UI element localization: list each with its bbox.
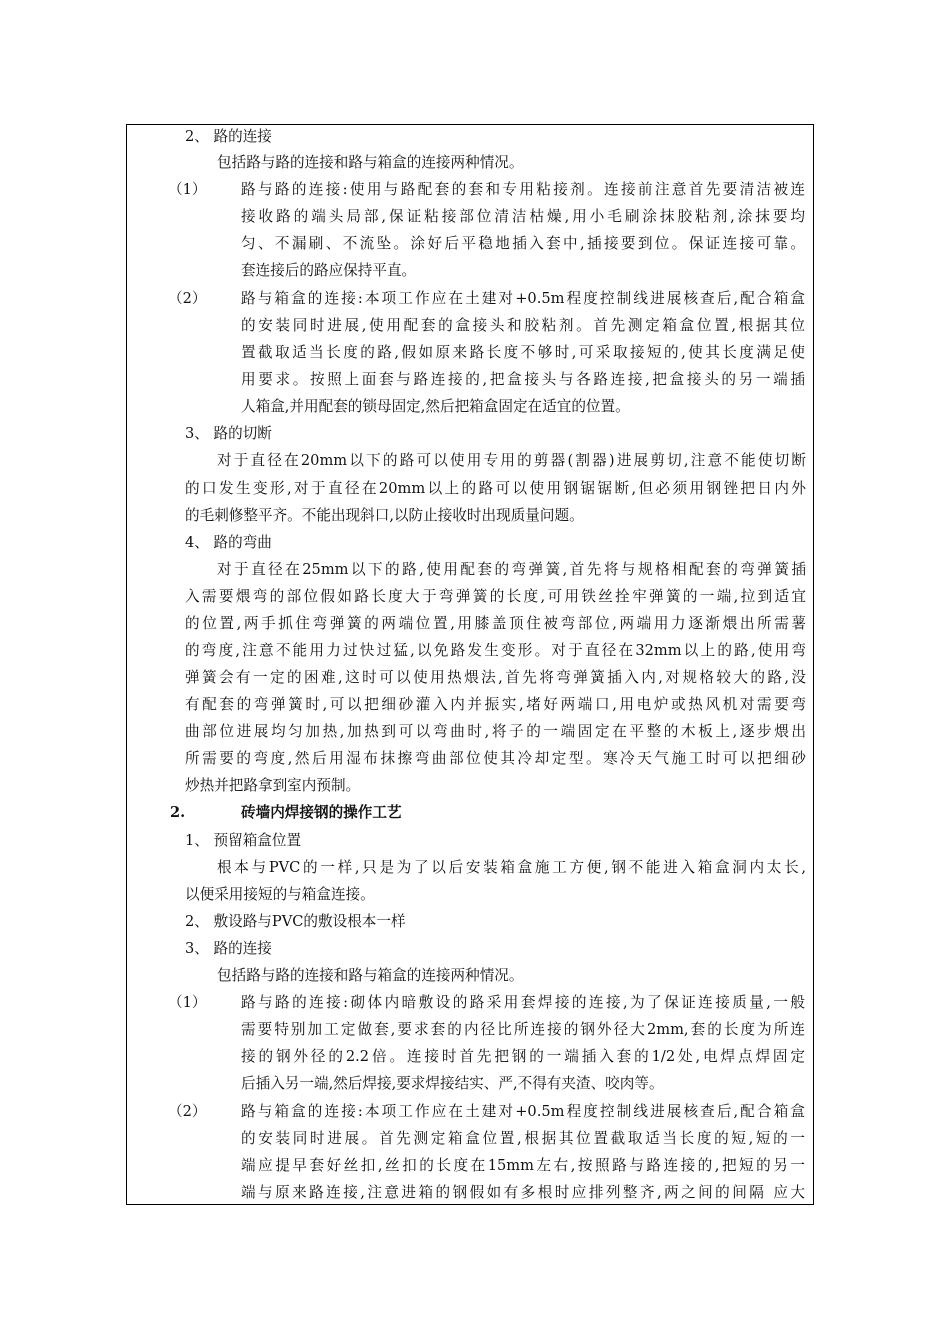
list-number: （1）	[168, 994, 207, 1011]
heading-laying: 2、 敷设路与PVC的敷设根本一样	[185, 913, 406, 930]
text-line: 曲部位进展均匀加热,加热到可以弯曲时,将子的一端固定在平整的木板上,逐步煨出	[185, 723, 806, 740]
text-line: 接收路的端头局部,保证粘接部位清洁枯燥,用小毛刷涂抹胶粘剂,涂抹要均	[241, 208, 805, 225]
text-line: 以便采用接短的与箱盒连接。	[185, 886, 375, 903]
text-line: 路与箱盒的连接:本项工作应在土建对+0.5m程度控制线进展核查后,配合箱盒	[241, 1103, 805, 1120]
text-line: 端应提早套好丝扣,丝扣的长度在15mm左右,按照路与路连接的,把短的另一	[241, 1157, 805, 1174]
text-line: 入需要煨弯的部位假如路长度大于弯弹簧的长度,可用铁丝拴牢弹簧的一端,拉到适宜	[185, 588, 806, 605]
text-line: 对于直径在25mm以下的路,使用配套的弯弹簧,首先将与规格相配套的弯弹簧插	[217, 561, 806, 578]
text-line: 置截取适当长度的路,假如原来路长度不够时,可采取接短的,使其长度满足使	[241, 344, 805, 361]
text-line: 匀、不漏刷、不流坠。涂好后平稳地插入套中,插接要到位。保证连接可靠。	[241, 235, 805, 252]
text-line: 接的钢外径的2.2倍。连接时首先把钢的一端插入套的1/2处,电焊点焊固定	[241, 1048, 805, 1065]
text-line: 后插入另一端,然后焊接,要求焊接结实、严,不得有夹渣、咬肉等。	[241, 1075, 664, 1092]
list-number: （2）	[168, 290, 207, 307]
text-line: 端与原来路连接,注意进箱的钢假如有多根时应排列整齐,两之间的间隔 应大	[241, 1184, 805, 1201]
text-line: 的口发生变形,对于直径在20mm以上的路可以使用钢锯锯断,但必须用钢锉把日内外	[185, 480, 806, 497]
text-line: 需要特别加工定做套,要求套的内径比所连接的钢外径大2mm,套的长度为所连	[241, 1021, 805, 1038]
text-line: 路与路的连接:使用与路配套的套和专用粘接剂。连接前注意首先要清洁被连	[241, 181, 805, 198]
text-line: 炒热并把路拿到室内预制。	[185, 777, 361, 794]
section-title: 砖墙内焊接钢的操作工艺	[241, 804, 402, 821]
text-line: 根本与PVC的一样,只是为了以后安装箱盒施工方便,钢不能进入箱盒洞内太长,	[217, 859, 806, 876]
section-number: 2.	[170, 804, 186, 821]
text-line: 弹簧会有一定的困难,这时可以使用热煨法,首先将弯弹簧插入内,对规格较大的路,没	[185, 669, 806, 686]
text-line: 对于直径在20mm以下的路可以使用专用的剪器(割器)进展剪切,注意不能使切断	[217, 452, 806, 469]
text-line: 的毛刺修整平齐。不能出现斜口,以防止接收时出现质量问题。	[185, 507, 584, 524]
heading-pipe-cutting: 3、 路的切断	[185, 425, 272, 442]
heading-pipe-connection: 2、 路的连接	[185, 128, 272, 145]
text-line: 的安装同时进展,使用配套的盒接头和胶粘剂。首先测定箱盒位置,根据其位	[241, 317, 805, 334]
text-line: 所需要的弯度,然后用湿布抹擦弯曲部位使其冷却定型。寒冷天气施工时可以把细砂	[185, 750, 806, 767]
text-line: 路与路的连接:砌体内暗敷设的路采用套焊接的连接,为了保证连接质量,一般	[241, 994, 805, 1011]
list-number: （1）	[168, 181, 207, 198]
text-line: 套连接后的路应保持平直。	[241, 262, 417, 279]
text-line: 包括路与路的连接和路与箱盒的连接两种情况。	[217, 154, 524, 171]
text-line: 包括路与路的连接和路与箱盒的连接两种情况。	[217, 967, 524, 984]
text-line: 路与箱盒的连接:本项工作应在土建对+0.5m程度控制线进展核查后,配合箱盒	[241, 290, 805, 307]
list-number: （2）	[168, 1103, 207, 1120]
heading-pipe-bending: 4、 路的弯曲	[185, 534, 272, 551]
text-line: 的安装同时进展。首先测定箱盒位置,根据其位置截取适当长度的短,短的一	[241, 1130, 805, 1147]
heading-reserve-box: 1、 预留箱盒位置	[185, 832, 302, 849]
text-line: 的位置,两手抓住弯弹簧的两端位置,用膝盖顶住被弯部位,两端用力逐渐煨出所需薯	[185, 615, 806, 632]
text-line: 人箱盒,并用配套的锁母固定,然后把箱盒固定在适宜的位置。	[241, 398, 630, 415]
text-line: 用要求。按照上面套与路连接的,把盒接头与各路连接,把盒接头的另一端插	[241, 371, 805, 388]
heading-pipe-connection-2: 3、 路的连接	[185, 940, 272, 957]
text-line: 的弯度,注意不能用力过快过猛,以免路发生变形。对于直径在32mm以上的路,使用弯	[185, 642, 806, 659]
text-line: 有配套的弯弹簧时,可以把细砂灌入内并振实,堵好两端口,用电炉或热风机对需要弯	[185, 696, 806, 713]
